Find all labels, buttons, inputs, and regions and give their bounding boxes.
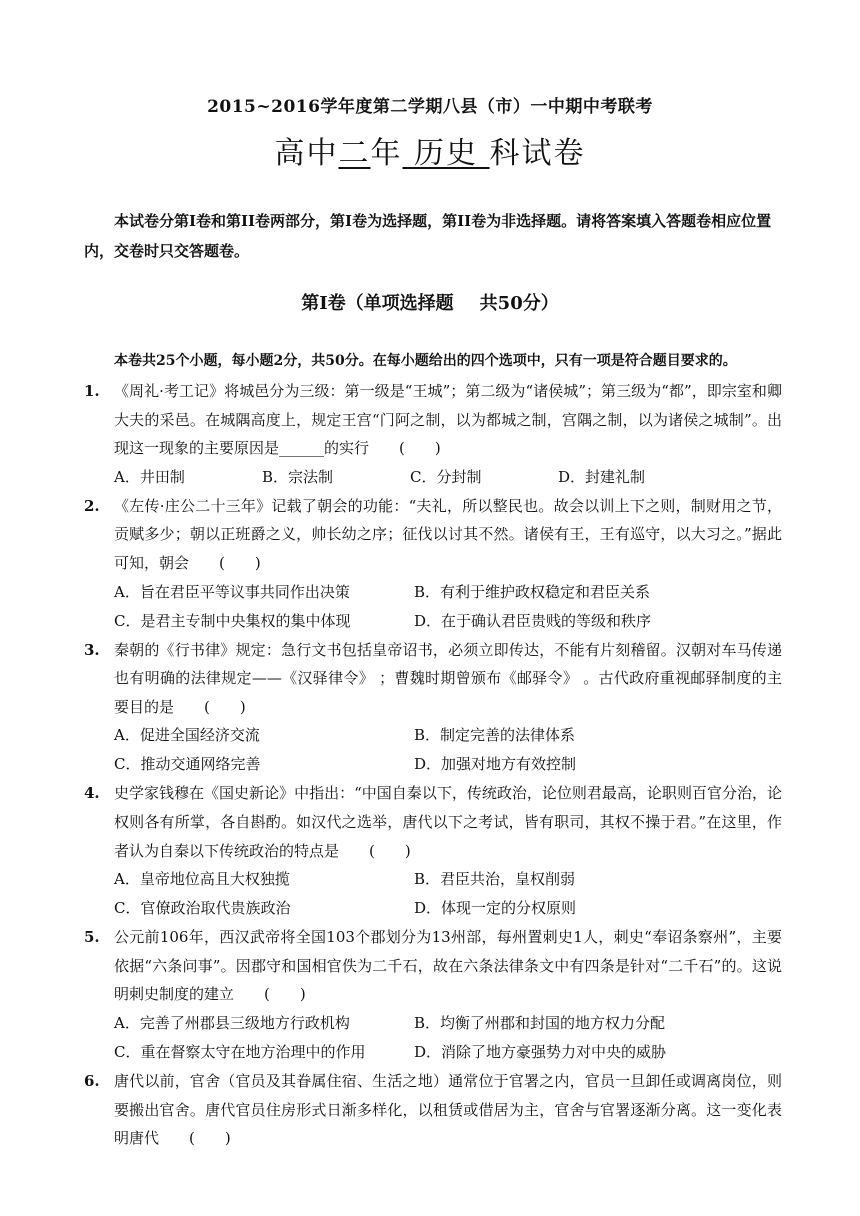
option-c[interactable]: C．推动交通网络完善 (114, 755, 261, 774)
option-a[interactable]: A．促进全国经济交流 (114, 726, 260, 745)
option-d[interactable]: D．在于确认君臣贵贱的等级和秩序 (414, 611, 652, 630)
question-number: 3. (84, 640, 100, 659)
question-3 (0, 636, 860, 780)
section-title (0, 289, 860, 315)
question-4 (0, 779, 860, 923)
question-options (114, 1009, 782, 1067)
option-b[interactable]: B．制定完善的法律体系 (414, 726, 576, 745)
question-list (0, 377, 860, 1153)
question-number: 5. (84, 928, 100, 947)
question-number: 4. (84, 784, 100, 803)
section-instructions: 本卷共25个小题，每小题2分，共50分。在每小题给出的四个选项中，只有一项是符合题目要求的。 (114, 353, 737, 369)
title-subject: 历史 (402, 136, 490, 171)
question-stem: 秦朝的《行书律》规定：急行文书包括皇帝诏书，必须立即传达，不能有片刻稽留。汉朝对车马传递也有明确的法律规定——《汉驿律令》 ；曹魏时期曾颁布《邮驿令》 。古代政府重视邮驿制度的主要目的是 ( ) (114, 640, 782, 716)
question-stem: 公元前106年，西汉武帝将全国103个郡划分为13州部，每州置刺史1人，刺史“奉诏条察州”，主要依据“六条问事”。因郡守和国相官佚为二千石，故在六条法律条文中有四条是针对“二千石”的。这说明刺史制度的建立 ( ) (114, 928, 782, 1004)
question-stem: 《左传·庄公二十三年》记载了朝会的功能：“夫礼，所以整民也。故会以训上下之则，制财用之节，贡赋多少；朝以正班爵之义，帅长幼之序；征伐以讨其不然。诸侯有王，王有巡守，以大习之。”据此可知，朝会 ( ) (114, 496, 782, 572)
question-5 (0, 923, 860, 1067)
option-c[interactable]: C．分封制 (410, 467, 482, 486)
option-d[interactable]: D．体现一定的分权原则 (414, 899, 577, 918)
option-a[interactable]: A．旨在君臣平等议事共同作出决策 (114, 582, 350, 601)
question-options (114, 463, 782, 492)
exam-intro: 本试卷分第Ⅰ卷和第II卷两部分，第Ⅰ卷为选择题，第II卷为非选择题。请将答案填入答题卷相应位置内，交卷时只交答题卷。 (84, 212, 772, 260)
question-stem: 唐代以前，官舍（官员及其眷属住宿、生活之地）通常位于官署之内，官员一旦卸任或调离岗位，则要搬出官舍。唐代官员住房形式日渐多样化，以租赁或借居为主，官舍与官署逐渐分离。这一变化表明唐代 ( ) (114, 1071, 782, 1148)
question-1 (0, 377, 860, 492)
option-a[interactable]: A．完善了州郡县三级地方行政机构 (114, 1013, 350, 1032)
question-options (114, 578, 782, 636)
title-part3: 科试卷 (489, 136, 586, 171)
option-d[interactable]: D．封建礼制 (558, 467, 646, 486)
question-options (114, 865, 782, 923)
exam-header: 2015~2016学年度第二学期八县（市）一中期中考联考 (207, 97, 653, 117)
question-stem: 《周礼·考工记》将城邑分为三级：第一级是“王城”；第二级为“诸侯城”；第三级为“都”，即宗室和卿大夫的采邑。在城隅高度上，规定王宫“门阿之制，以为都城之制，宫隅之制，以为诸侯之城制”。出现这一现象的主要原因是______的实行 ( ) (114, 382, 782, 458)
section-title-a: 第Ⅰ卷（单项选择题 (301, 293, 454, 314)
option-c[interactable]: C．重在督察太守在地方治理中的作用 (114, 1042, 366, 1061)
question-6 (0, 1067, 860, 1153)
option-a[interactable]: A．皇帝地位高且大权独揽 (114, 870, 290, 889)
question-stem: 史学家钱穆在《国史新论》中指出：“中国自秦以下，传统政治，论位则君最高，论职则百官分治，论权则各有所掌，各自斟酌。如汉代之选举，唐代以下之考试，皆有职司，其权不操于君。”在这里，作者认为自秦以下传统政治的特点是 ( ) (114, 784, 782, 860)
exam-title (0, 128, 860, 172)
question-2 (0, 492, 860, 636)
section-title-b: 共50分） (479, 293, 559, 314)
option-b[interactable]: B．有利于维护政权稳定和君臣关系 (414, 582, 651, 601)
option-c[interactable]: C．是君主专制中央集权的集中体现 (114, 611, 351, 630)
title-grade: 二 (338, 136, 371, 171)
option-b[interactable]: B．宗法制 (262, 467, 334, 486)
question-number: 2. (84, 496, 100, 515)
title-part1: 高中 (274, 136, 339, 171)
option-b[interactable]: B．君臣共治，皇权削弱 (414, 870, 576, 889)
title-part2: 年 (370, 136, 403, 171)
option-d[interactable]: D．消除了地方豪强势力对中央的威胁 (414, 1042, 667, 1061)
question-number: 6. (84, 1071, 100, 1090)
option-a[interactable]: A．井田制 (114, 467, 185, 486)
option-c[interactable]: C．官僚政治取代贵族政治 (114, 899, 291, 918)
option-d[interactable]: D．加强对地方有效控制 (414, 755, 577, 774)
option-b[interactable]: B．均衡了州郡和封国的地方权力分配 (414, 1013, 666, 1032)
question-options (114, 721, 782, 779)
question-number: 1. (84, 382, 100, 400)
